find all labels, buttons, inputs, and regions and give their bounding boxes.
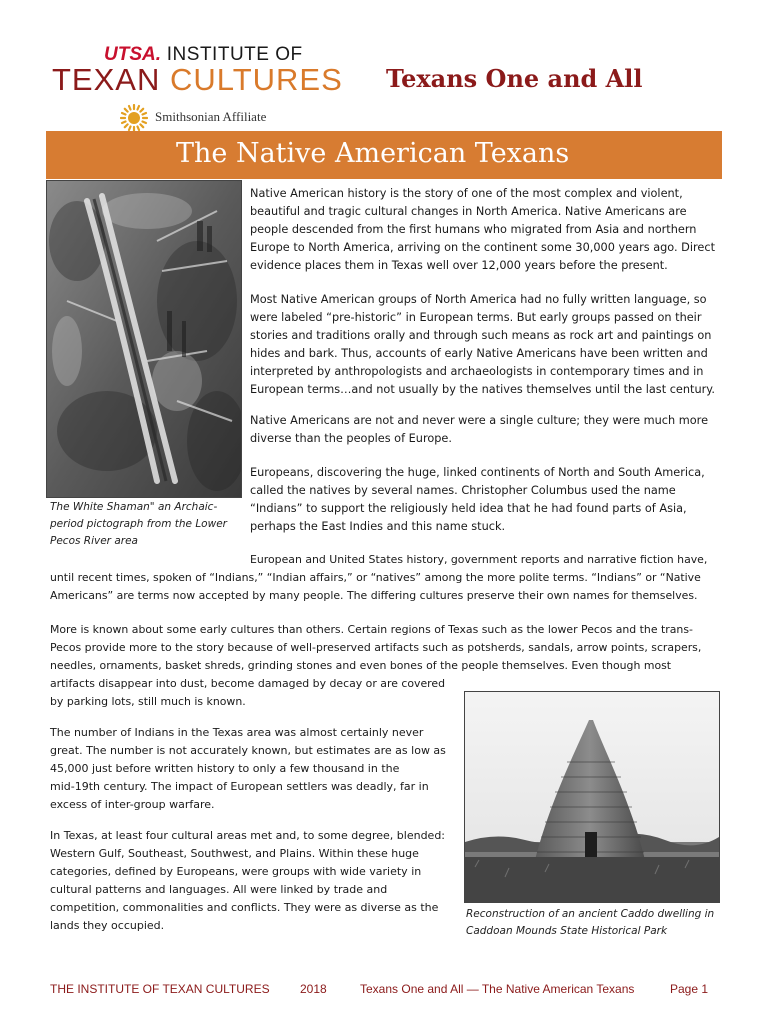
text-line: were labeled “pre-historic” in European terms. But early groups passed on their [250,311,702,324]
text-line: by parking lots, still much is known. [50,695,246,708]
text-line: categories, defined by Europeans, were groups with wide variety in [50,865,422,878]
text-line: until recent times, spoken of “Indians,” “Indian affairs,” or “natives” among the more polite terms. “Indians” or “Native [50,571,701,584]
caption-line: period pictograph from the Lower [50,518,227,530]
text-line: European and United States history, government reports and narrative fiction have, [250,553,708,566]
caption-line: The White Shaman" an Archaic- [50,501,218,513]
logo-texan-cultures [52,62,343,98]
caddo-dwelling-caption [466,906,726,940]
logo-texan: TEXAN [52,62,161,97]
footer-page-number: Page 1 [670,982,709,996]
text-line: lands they occupied. [50,919,165,932]
text-line: competition, commonalities and conflicts. They were as diverse as the [50,901,439,914]
text-line: beautiful and tragic cultural changes in North America. Native Americans are [250,205,687,218]
paragraph-1 [250,185,715,275]
footer-institute: THE INSTITUTE OF TEXAN CULTURES [50,982,270,996]
paragraph-4 [250,464,705,536]
footer-series: Texans One and All — The Native American Texans [360,982,635,996]
text-line: hides and bark. Thus, accounts of early Native Americans have been written and [250,347,708,360]
footer-year: 2018 [300,982,327,996]
text-line: European terms…and not usually by the natives themselves until the last century. [250,383,715,396]
text-line: Native Americans are not and never were a single culture; they were much more [250,414,709,427]
institute-of-text: INSTITUTE OF [166,44,303,65]
text-line: Americans” are terms now accepted by many people. The differing cultures preserve their own names for themselves. [50,589,698,602]
paragraph-2 [250,291,715,399]
text-line: stories and traditions orally and through such means as rock art and paintings on [250,329,712,342]
text-line: perhaps the East Indies and this name stuck. [250,520,506,533]
white-shaman-pictograph-image [46,180,242,498]
text-line: people descended from the first humans who migrated from Asia and northern [250,223,697,236]
text-line: evidence places them in Texas well over 12,000 years before the present. [250,259,668,272]
text-line: Europeans, discovering the huge, linked continents of North and South America, [250,466,705,479]
paragraph-3 [250,412,708,448]
paragraph-7 [50,724,446,814]
caption-line: Caddoan Mounds State Historical Park [466,925,668,937]
caddo-dwelling-photo [464,691,720,903]
paragraph-8 [50,827,445,935]
white-shaman-caption [50,499,240,550]
smithsonian-affiliate-text: Smithsonian Affiliate [155,109,267,124]
text-line: The number of Indians in the Texas area was almost certainly never [50,726,424,739]
logo-cultures: CULTURES [169,62,343,97]
text-line: cultural patterns and languages. All were linked by trade and [50,883,388,896]
text-line: “Indians” to support the religiously held idea that he had found parts of Asia, [250,502,687,515]
utsa-logo-text: UTSA. [104,44,161,65]
text-line: Native American history is the story of one of the most complex and violent, [250,187,683,200]
caption-line: Reconstruction of an ancient Caddo dwelling in [466,908,715,920]
text-line: great. The number is not accurately known, but estimates are as low as [50,744,446,757]
text-line: Pecos provide more to the story because of well-preserved artifacts such as potsherds, sandals, arrow points, scrapers, [50,641,702,654]
text-line: called the natives by several names. Christopher Columbus used the name [250,484,676,497]
paragraph-5 [50,551,707,605]
page-title: The Native American Texans [176,138,570,169]
caption-line: Pecos River area [50,535,138,547]
text-line: Europe to North America, arriving on the continent some 30,000 years ago. Direct [250,241,716,254]
text-line: interpreted by anthropologists and archaeologists in contemporary times and in [250,365,704,378]
text-line: needles, ornaments, basket shreds, grinding stones and even bones of the people themselves. Even though most [50,659,672,672]
smithsonian-sun-icon [120,104,148,132]
series-title: Texans One and All [386,64,643,93]
text-line: Most Native American groups of North America had no fully written language, so [250,293,707,306]
text-line: diverse than the peoples of Europe. [250,432,452,445]
text-line: mid-19th century. The impact of European settlers was deadly, far in [50,780,429,793]
text-line: Western Gulf, Southeast, Southwest, and Plains. Within these huge [50,847,419,860]
paragraph-6 [50,621,701,711]
text-line: In Texas, at least four cultural areas met and, to some degree, blended: [50,829,446,842]
text-line: More is known about some early cultures than others. Certain regions of Texas such as the lower Pecos and the trans- [50,623,693,636]
text-line: excess of inter-group warfare. [50,798,215,811]
text-line: artifacts disappear into dust, become damaged by decay or are covered [50,677,445,690]
text-line: 45,000 just before written history to only a few thousand in the [50,762,400,775]
